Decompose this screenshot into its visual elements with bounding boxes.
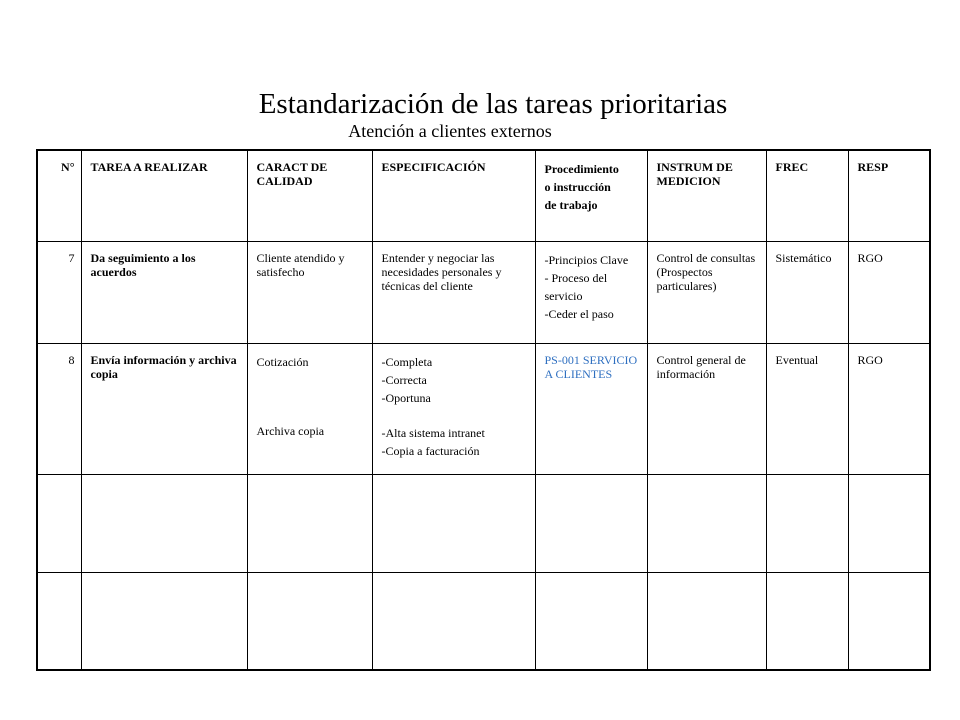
- cell-frec: Eventual: [766, 343, 848, 474]
- cell-tarea: Da seguimiento a los acuerdos: [81, 241, 247, 343]
- header-resp: RESP: [848, 150, 930, 241]
- header-num: N°: [37, 150, 81, 241]
- page-subtitle: Atención a clientes externos: [348, 121, 552, 141]
- header-especificacion: ESPECIFICACIÓN: [372, 150, 535, 241]
- empty-cell: [535, 474, 647, 572]
- header-frec: FREC: [766, 150, 848, 241]
- empty-cell: [766, 572, 848, 670]
- cell-especificacion: Entender y negociar las necesidades personales y técnicas del cliente: [372, 241, 535, 343]
- header-procedimiento-line-3: de trabajo: [544, 198, 598, 212]
- especificacion-item: -Oportuna: [381, 390, 431, 405]
- tasks-table: [36, 149, 931, 671]
- cell-num: 7: [37, 241, 81, 343]
- empty-cell: [81, 572, 247, 670]
- especificacion-item: -Correcta: [381, 372, 427, 387]
- table-row: [37, 241, 930, 343]
- cell-num: 8: [37, 343, 81, 474]
- page-title: Estandarización de las tareas prioritarias: [258, 88, 728, 120]
- table-header-row: [37, 150, 930, 241]
- header-procedimiento-line-1: Procedimiento: [544, 162, 619, 176]
- empty-cell: [535, 572, 647, 670]
- cell-instrum: Control de consultas (Prospectos particulares): [647, 241, 766, 343]
- cell-frec: Sistemático: [766, 241, 848, 343]
- empty-cell: [37, 474, 81, 572]
- empty-row: [37, 572, 930, 670]
- cell-resp: RGO: [848, 343, 930, 474]
- cell-caract: Cliente atendido y satisfecho: [247, 241, 372, 343]
- empty-cell: [247, 474, 372, 572]
- header-procedimiento: [535, 150, 647, 241]
- header-instrum: INSTRUM DE MEDICION: [647, 150, 766, 241]
- especificacion-item: -Alta sistema intranet: [381, 425, 485, 440]
- cell-procedimiento-link[interactable]: PS-001 SERVICIO A CLIENTES: [535, 343, 647, 474]
- cell-caract: [247, 343, 372, 474]
- especificacion-item: -Completa: [381, 354, 433, 369]
- procedimiento-item: -Ceder el paso: [544, 306, 614, 321]
- cell-especificacion: [372, 343, 535, 474]
- empty-cell: [848, 572, 930, 670]
- header-caract: CARACT DE CALIDAD: [247, 150, 372, 241]
- cell-tarea: Envía información y archiva copia: [81, 343, 247, 474]
- empty-cell: [247, 572, 372, 670]
- empty-row: [37, 474, 930, 572]
- procedimiento-item: -Principios Clave: [544, 252, 629, 267]
- cell-instrum: Control general de información: [647, 343, 766, 474]
- empty-cell: [848, 474, 930, 572]
- empty-cell: [372, 474, 535, 572]
- caract-item: Cotización: [256, 354, 309, 369]
- especificacion-item: -Copia a facturación: [381, 443, 480, 458]
- empty-cell: [647, 572, 766, 670]
- empty-cell: [81, 474, 247, 572]
- table-row: [37, 343, 930, 474]
- procedimiento-item: - Proceso del servicio: [544, 270, 608, 303]
- cell-procedimiento: [535, 241, 647, 343]
- header-procedimiento-line-2: o instrucción: [544, 180, 611, 194]
- empty-cell: [647, 474, 766, 572]
- empty-cell: [766, 474, 848, 572]
- header-tarea: TAREA A REALIZAR: [81, 150, 247, 241]
- caract-item: Archiva copia: [256, 423, 325, 438]
- empty-cell: [372, 572, 535, 670]
- cell-resp: RGO: [848, 241, 930, 343]
- empty-cell: [37, 572, 81, 670]
